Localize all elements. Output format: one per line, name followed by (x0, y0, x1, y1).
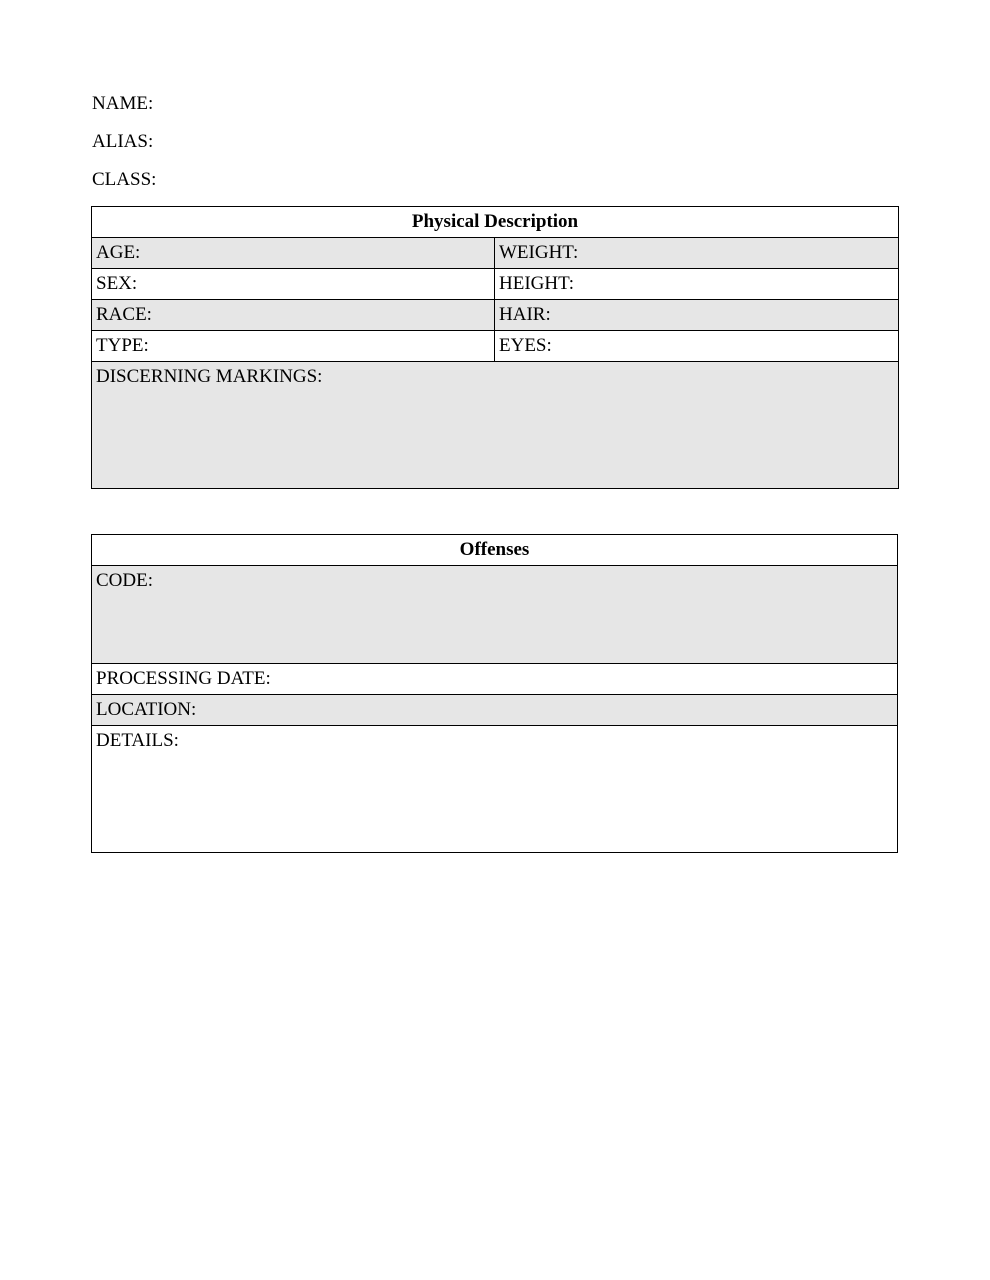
weight-label: WEIGHT: (495, 238, 899, 269)
physical-description-title: Physical Description (92, 207, 899, 238)
race-label: RACE: (92, 300, 495, 331)
location-label: LOCATION: (92, 695, 898, 726)
height-label: HEIGHT: (495, 269, 899, 300)
table-row (92, 664, 898, 695)
details-label: DETAILS: (92, 726, 898, 853)
table-row (92, 695, 898, 726)
table-row (92, 566, 898, 664)
hair-label: HAIR: (495, 300, 899, 331)
table-row (92, 726, 898, 853)
table-row (92, 238, 899, 269)
code-label: CODE: (92, 566, 898, 664)
sex-label: SEX: (92, 269, 495, 300)
table-row (92, 362, 899, 489)
offenses-title: Offenses (92, 535, 898, 566)
table-row (92, 269, 899, 300)
eyes-label: EYES: (495, 331, 899, 362)
processing-date-label: PROCESSING DATE: (92, 664, 898, 695)
age-label: AGE: (92, 238, 495, 269)
table-row (92, 300, 899, 331)
name-label: NAME: (92, 93, 154, 114)
physical-description-table (91, 206, 899, 489)
table-row (92, 331, 899, 362)
type-label: TYPE: (92, 331, 495, 362)
class-label: CLASS: (92, 169, 157, 190)
offenses-table (91, 534, 898, 853)
discerning-markings-label: DISCERNING MARKINGS: (92, 362, 899, 489)
alias-label: ALIAS: (92, 131, 154, 152)
